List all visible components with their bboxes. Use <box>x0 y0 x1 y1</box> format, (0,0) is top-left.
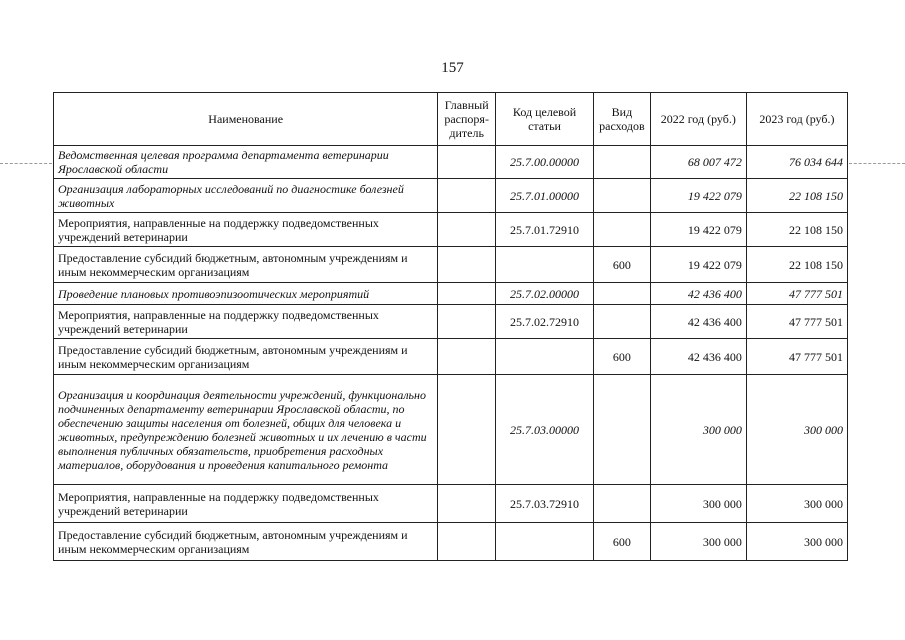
header-name: Наименование <box>54 93 438 146</box>
page-number: 157 <box>441 60 464 76</box>
scan-artifact-line-right <box>849 163 905 164</box>
cell-target-code <box>495 247 593 283</box>
cell-amount-2023: 76 034 644 <box>746 146 847 179</box>
cell-target-code: 25.7.02.72910 <box>495 305 593 339</box>
cell-name: Мероприятия, направленные на поддержку подведомственных учреждений ветеринарии <box>54 485 438 523</box>
table-row <box>54 305 848 339</box>
cell-expense-type: 600 <box>594 247 651 283</box>
cell-main-manager <box>438 213 496 247</box>
cell-amount-2023: 47 777 501 <box>746 283 847 305</box>
cell-expense-type <box>594 375 651 485</box>
cell-amount-2023: 47 777 501 <box>746 339 847 375</box>
header-expense-type: Вид расходов <box>594 93 651 146</box>
cell-main-manager <box>438 485 496 523</box>
cell-expense-type: 600 <box>594 523 651 561</box>
cell-main-manager <box>438 146 496 179</box>
cell-target-code: 25.7.03.72910 <box>495 485 593 523</box>
table-row <box>54 146 848 179</box>
cell-target-code <box>495 523 593 561</box>
cell-amount-2023: 22 108 150 <box>746 213 847 247</box>
cell-amount-2022: 19 422 079 <box>650 247 746 283</box>
cell-amount-2022: 19 422 079 <box>650 213 746 247</box>
cell-expense-type <box>594 283 651 305</box>
cell-target-code: 25.7.01.72910 <box>495 213 593 247</box>
header-year-2023: 2023 год (руб.) <box>746 93 847 146</box>
cell-expense-type <box>594 146 651 179</box>
cell-expense-type: 600 <box>594 339 651 375</box>
header-year-2022: 2022 год (руб.) <box>650 93 746 146</box>
table-header-row <box>54 93 848 146</box>
table-body <box>54 146 848 561</box>
cell-name: Мероприятия, направленные на поддержку подведомственных учреждений ветеринарии <box>54 305 438 339</box>
cell-name: Организация лабораторных исследований по диагностике болезней животных <box>54 179 438 213</box>
cell-name: Ведомственная целевая программа департамента ветеринарии Ярославской области <box>54 146 438 179</box>
cell-target-code <box>495 339 593 375</box>
header-target-code: Код целевой статьи <box>495 93 593 146</box>
cell-main-manager <box>438 247 496 283</box>
table-row <box>54 339 848 375</box>
cell-amount-2023: 300 000 <box>746 523 847 561</box>
cell-target-code: 25.7.00.00000 <box>495 146 593 179</box>
header-main-manager: Главный распоря-дитель <box>438 93 496 146</box>
cell-expense-type <box>594 213 651 247</box>
cell-main-manager <box>438 305 496 339</box>
cell-main-manager <box>438 523 496 561</box>
table-row <box>54 283 848 305</box>
cell-name: Организация и координация деятельности учреждений, функционально подчиненных департаменту ветеринарии Ярославской области, по обеспечению защиты населения от болезней, общих для человека и животных, предупреждению болезней животных и их лечению в части выполнения публичных обязательств, приобретения расходных материалов, оборудования и проведения капитального ремонта <box>54 375 438 485</box>
cell-target-code: 25.7.01.00000 <box>495 179 593 213</box>
cell-main-manager <box>438 339 496 375</box>
cell-amount-2023: 22 108 150 <box>746 179 847 213</box>
cell-amount-2023: 300 000 <box>746 375 847 485</box>
table-row <box>54 179 848 213</box>
table-row <box>54 523 848 561</box>
cell-amount-2022: 42 436 400 <box>650 283 746 305</box>
cell-name: Предоставление субсидий бюджетным, автономным учреждениям и иным некоммерческим организациям <box>54 247 438 283</box>
cell-target-code: 25.7.03.00000 <box>495 375 593 485</box>
cell-amount-2022: 300 000 <box>650 375 746 485</box>
cell-expense-type <box>594 485 651 523</box>
cell-target-code: 25.7.02.00000 <box>495 283 593 305</box>
cell-name: Проведение плановых противоэпизоотических мероприятий <box>54 283 438 305</box>
cell-name: Предоставление субсидий бюджетным, автономным учреждениям и иным некоммерческим организациям <box>54 523 438 561</box>
cell-amount-2022: 42 436 400 <box>650 305 746 339</box>
cell-amount-2023: 22 108 150 <box>746 247 847 283</box>
table-row <box>54 213 848 247</box>
cell-amount-2022: 300 000 <box>650 523 746 561</box>
cell-amount-2022: 300 000 <box>650 485 746 523</box>
cell-name: Предоставление субсидий бюджетным, автономным учреждениям и иным некоммерческим организациям <box>54 339 438 375</box>
cell-amount-2022: 68 007 472 <box>650 146 746 179</box>
cell-expense-type <box>594 179 651 213</box>
table-row <box>54 485 848 523</box>
table-row <box>54 375 848 485</box>
cell-main-manager <box>438 283 496 305</box>
cell-amount-2022: 42 436 400 <box>650 339 746 375</box>
cell-amount-2022: 19 422 079 <box>650 179 746 213</box>
cell-main-manager <box>438 179 496 213</box>
table-row <box>54 247 848 283</box>
budget-table <box>53 92 848 561</box>
cell-amount-2023: 47 777 501 <box>746 305 847 339</box>
scan-artifact-line-left <box>0 163 52 164</box>
cell-amount-2023: 300 000 <box>746 485 847 523</box>
cell-expense-type <box>594 305 651 339</box>
cell-main-manager <box>438 375 496 485</box>
cell-name: Мероприятия, направленные на поддержку подведомственных учреждений ветеринарии <box>54 213 438 247</box>
